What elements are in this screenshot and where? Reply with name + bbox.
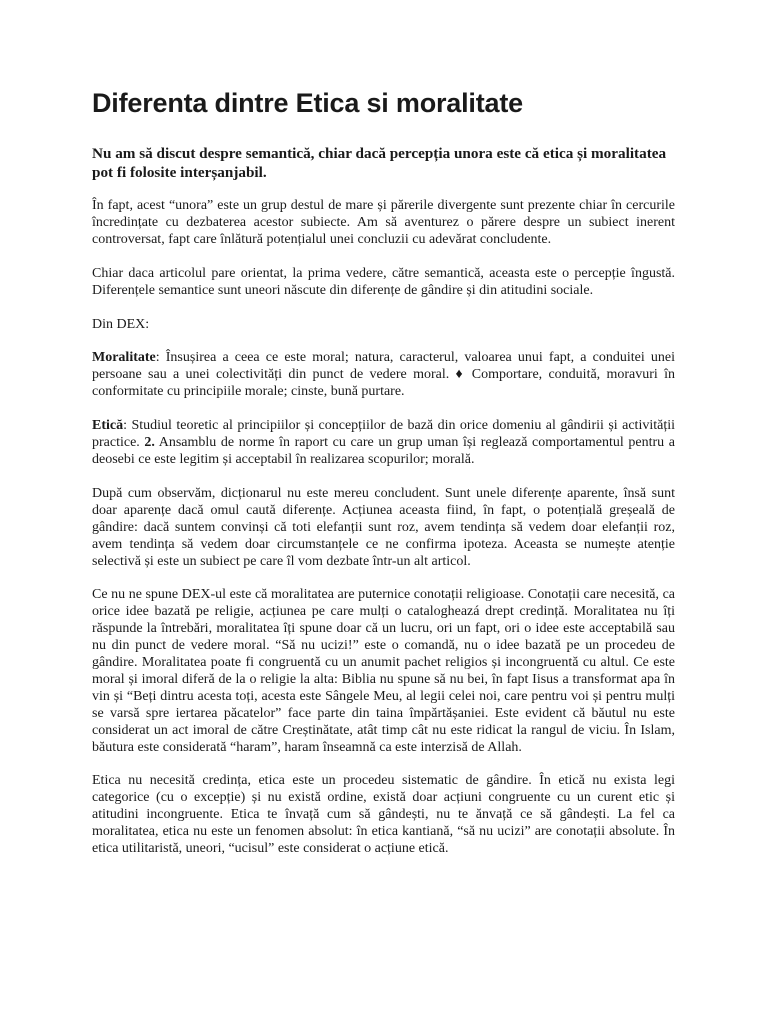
definition-text: : Însușirea a ceea ce este moral; natura, caracterul, valoarea unui fapt, a conduitei unei persoane sau a unei colectivități din punct de vedere moral. ♦ Comportare, conduită, moravuri în conformitate cu principiile morale; cinste, bună purtare. [92, 350, 675, 400]
definition-moralitate [92, 350, 675, 401]
paragraph-2: Chiar daca articolul pare orientat, la prima vedere, către semantică, aceasta este o percepție îngustă. Diferențele semantice sunt uneori născute din diferențe de gândire și din atitudini sociale. [92, 265, 675, 298]
document-title: Diferenta dintre Etica si moralitate [92, 88, 523, 118]
definition-text: Ansamblu de norme în raport cu care un grup uman își reglează comportamentul pentru a deosebi ce este legitim și acceptabil în realizarea scopurilor; morală. [92, 435, 675, 467]
paragraph-5: Ce nu ne spune DEX-ul este că moralitatea are puternice conotații religioase. Conotații care necesită, ca orice idee bazată pe religie, acțiunea pe care mulți o catalogheazá drept credință. Moralitatea nu îți răspunde la întrebări, moralitatea îți spune doar că un lucru, ori un fapt, ori o idee este acceptabilă sau nu din punct de vedere moral. “Să nu ucizi!” este o comandă, nu o idee bazată pe un procedeu de gândire. Moralitatea poate fi congruentă cu un anumit pachet religios și incongruentă cu altul. Ce este moral și imoral diferă de la o religie la alta: Biblia nu spune să nu bei, în fapt Iisus a transformat apa în vin și “Beți dintru acesta toți, acesta este Sângele Meu, al legii celei noi, care pentru voi și pentru mulți se varsă spre iertarea păcatelor” face parte din taina împărtășaniei. Este evident că băutul nu este considerat un act imoral de către Creștinătate, atât timp cât nu este ridicat la rangul de viciu. În Islam, băutura este considerată “haram”, haram înseamnă ca este interzisă de Allah. [92, 587, 675, 755]
definition-etica [92, 418, 675, 469]
definition-text: : Studiul teoretic al principiilor și concepțiilor de bază din orice domeniu al gândirii și activității practice. [92, 418, 675, 451]
definition-number: 2. [144, 435, 155, 451]
paragraph-4: După cum observăm, dicționarul nu este mereu concludent. Sunt unele diferențe aparente, însă sunt doar aparențe dacă omul caută diferențe. Acțiunea aceasta fiind, în fapt, o potențială greșeală de gândire: dacă suntem convinși că toti elefanții sunt roz, avem tendința să vedem doar elefanții roz, avem tendința să vedem doar circumstanțele ce ne confirma ipoteza. Aceasta se numește atenție selectivă și este un subiect pe care îl vom dezbate într-un alt articol. [92, 485, 675, 569]
paragraph-dex-intro: Din DEX: [92, 316, 150, 332]
paragraph-6: Etica nu necesită credința, etica este un procedeu sistematic de gândire. În etică nu exista legi categorice (cu o excepție) și nu există ordine, există doar acțiuni congruente cu un curent etic și atitudini incongruente. Etica te învață cum să gândești, nu te ănvață ce să gândești. La fel ca moralitatea, etica nu este un fenomen absolut: în etica kantiană, “să nu ucizi” are conotații absolute. În etica utilitaristă, uneori, “ucisul” este considerat o acțiune etică. [92, 773, 675, 857]
article-body [92, 198, 675, 875]
paragraph-1: În fapt, acest “unora” este un grup destul de mare și părerile divergente sunt prezente chiar în cercurile încredințate cu dezbaterea acestor subiecte. Am să aventurez o părere despre un subiect inerent controversat, fapt care înlătură potențialul unei concluzii cu adevărat concludente. [92, 198, 675, 247]
definition-term: Etică [92, 418, 124, 434]
definition-term: Moralitate [92, 350, 156, 366]
lead-paragraph: Nu am să discut despre semantică, chiar dacă percepția unora este că etica și moralitatea pot fi folosite interșanjabil. [92, 145, 667, 181]
